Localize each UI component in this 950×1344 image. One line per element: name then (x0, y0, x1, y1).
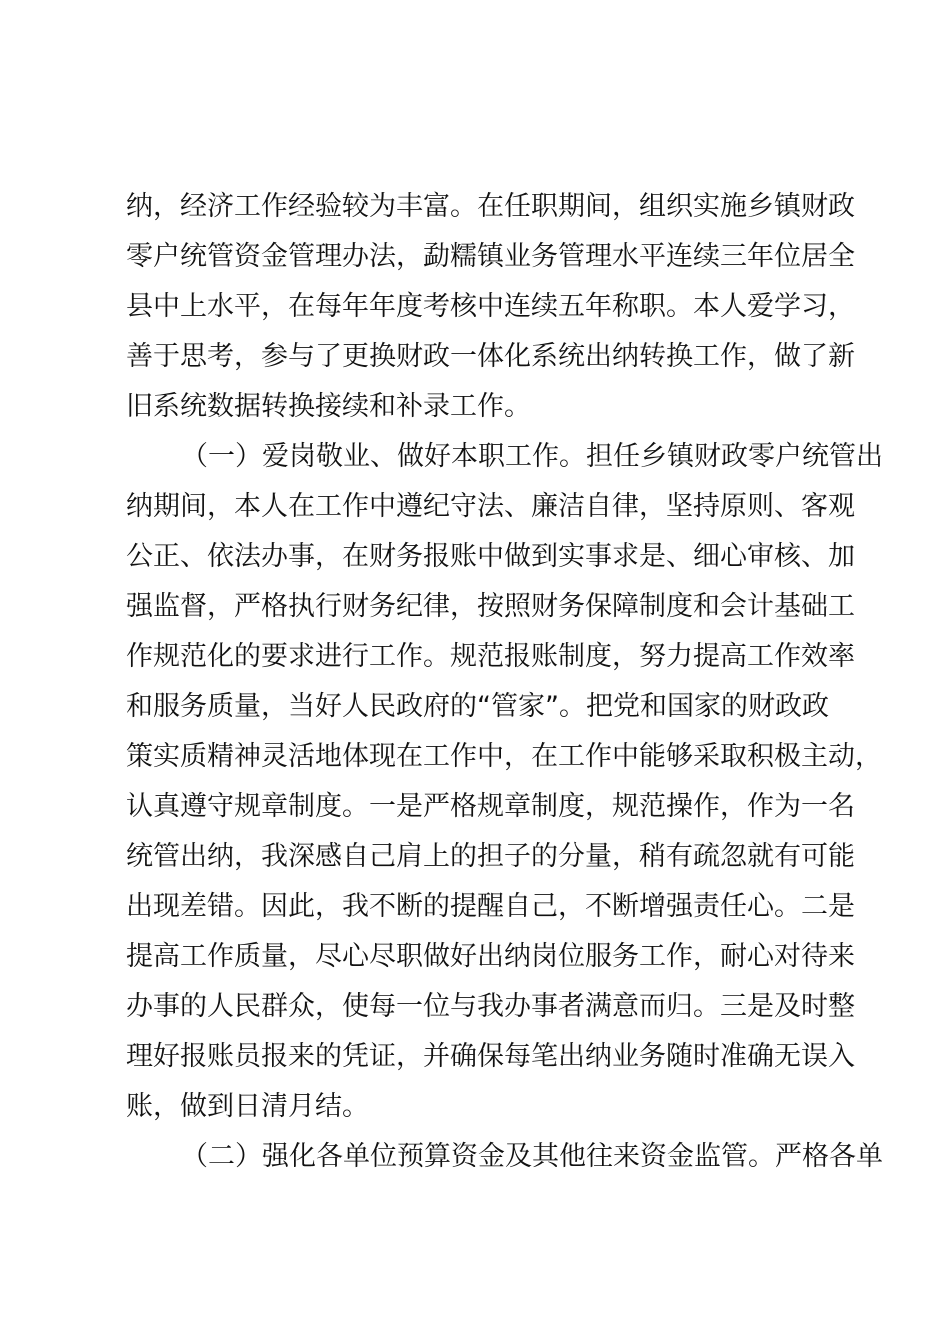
text-line-17: 办事的人民群众，使每一位与我办事者满意而归。三是及时整 (126, 991, 855, 1022)
text-line-7: 纳期间，本人在工作中遵纪守法、廉洁自律，坚持原则、客观 (126, 491, 855, 522)
text-line-18: 理好报账员报来的凭证，并确保每笔出纳业务随时准确无误入 (126, 1041, 855, 1072)
text-line-12: 策实质精神灵活地体现在工作中，在工作中能够采取积极主动， (126, 741, 882, 772)
text-line-4: 善于思考，参与了更换财政一体化系统出纳转换工作，做了新 (126, 341, 855, 372)
text-line-15: 出现差错。因此，我不断的提醒自己，不断增强责任心。二是 (126, 891, 855, 922)
text-line-19: 账，做到日清月结。 (126, 1091, 369, 1122)
section-one-heading-line: （一）爱岗敬业、做好本职工作。担任乡镇财政零户统管出 (181, 441, 883, 472)
text-line-16: 提高工作质量，尽心尽职做好出纳岗位服务工作，耐心对待来 (126, 941, 855, 972)
text-line-2: 零户统管资金管理办法，勐糯镇业务管理水平连续三年位居全 (126, 241, 855, 272)
text-line-14: 统管出纳，我深感自己肩上的担子的分量，稍有疏忽就有可能 (126, 841, 855, 872)
text-line-8: 公正、依法办事，在财务报账中做到实事求是、细心审核、加 (126, 541, 855, 572)
section-two-heading-line: （二）强化各单位预算资金及其他往来资金监管。严格各单 (181, 1141, 883, 1172)
text-line-3: 县中上水平，在每年年度考核中连续五年称职。本人爱学习， (126, 291, 855, 322)
body-text (126, 182, 883, 1182)
text-line-11: 和服务质量，当好人民政府的“管家”。把党和国家的财政政 (126, 691, 829, 722)
text-line-13: 认真遵守规章制度。一是严格规章制度，规范操作，作为一名 (126, 791, 855, 822)
text-line-10: 作规范化的要求进行工作。规范报账制度，努力提高工作效率 (126, 641, 855, 672)
text-line-1: 纳，经济工作经验较为丰富。在任职期间，组织实施乡镇财政 (126, 191, 855, 222)
text-line-5: 旧系统数据转换接续和补录工作。 (126, 391, 531, 422)
text-line-9: 强监督，严格执行财务纪律，按照财务保障制度和会计基础工 (126, 591, 855, 622)
